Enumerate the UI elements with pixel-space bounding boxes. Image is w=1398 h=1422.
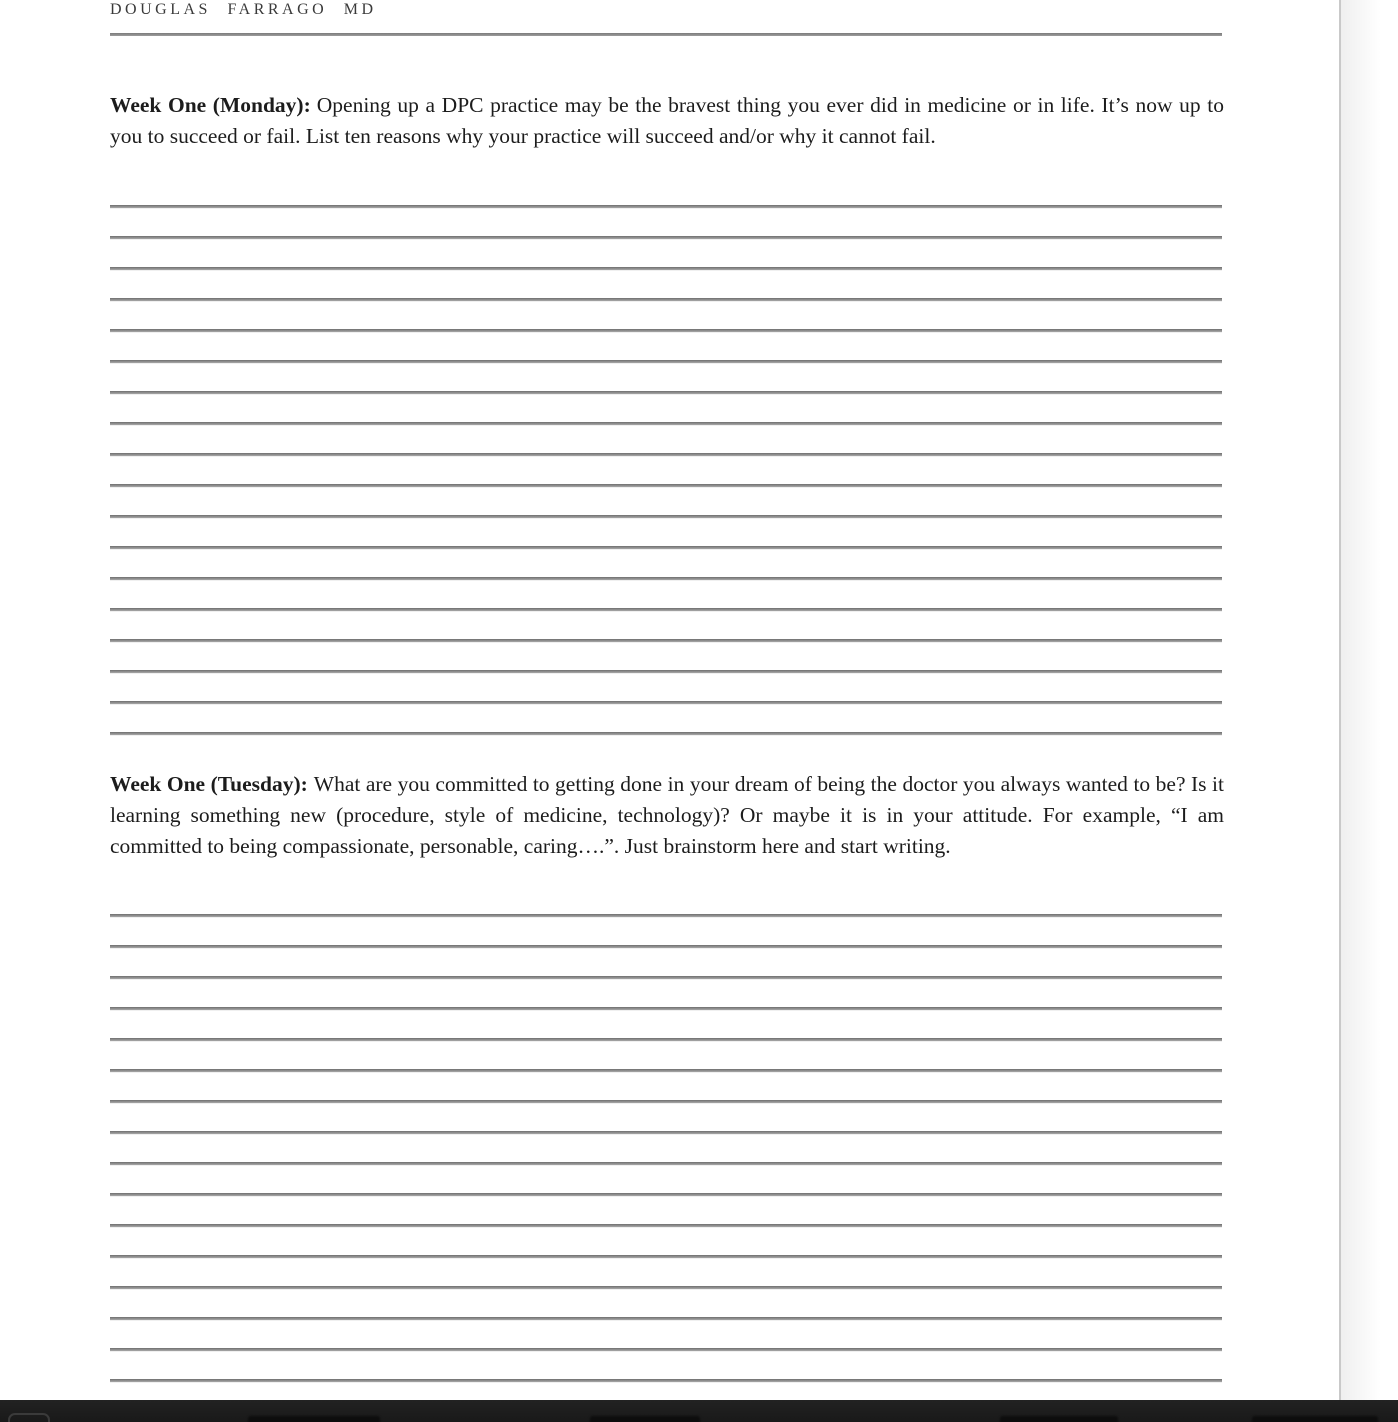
writing-line [110, 546, 1222, 549]
writing-line [110, 205, 1222, 208]
writing-line [110, 608, 1222, 611]
writing-line [110, 236, 1222, 239]
writing-line [110, 701, 1222, 704]
writing-line [110, 1255, 1222, 1258]
cutoff-text-fragment [1000, 1416, 1118, 1422]
writing-line [110, 1317, 1222, 1320]
writing-line [110, 639, 1222, 642]
writing-line [110, 484, 1222, 487]
writing-line [110, 1162, 1222, 1165]
page-gutter [1341, 0, 1398, 1400]
viewer-button-fragment[interactable] [8, 1413, 50, 1422]
writing-line [110, 1038, 1222, 1041]
writing-line [110, 453, 1222, 456]
writing-line [110, 1007, 1222, 1010]
writing-line [110, 1100, 1222, 1103]
writing-line [110, 732, 1222, 735]
writing-line [110, 1348, 1222, 1351]
writing-line [110, 1069, 1222, 1072]
writing-line [110, 391, 1222, 394]
prompt-tuesday [110, 769, 1224, 862]
cutoff-text-fragment [590, 1416, 700, 1422]
prompt-monday [110, 90, 1224, 152]
prompt-tuesday-text: What are you committed to getting done in your dream of being the doctor you always wanted to be? Is it learning something new (procedure, style of medicine, technology)? Or maybe it is in your attitude. For example, “I am committed to being compassionate, personable, caring….”. Just brainstorm here and start writing. [110, 772, 1225, 858]
answer-lines-tuesday [110, 914, 1222, 1382]
cutoff-text-fragment [248, 1416, 380, 1422]
writing-line [110, 1193, 1222, 1196]
writing-line [110, 298, 1222, 301]
writing-line [110, 1224, 1222, 1227]
writing-line [110, 1286, 1222, 1289]
running-head-author: DOUGLAS FARRAGO MD [110, 1, 377, 18]
prompt-monday-heading: Week One (Monday): [110, 93, 311, 117]
writing-line [110, 577, 1222, 580]
writing-line [110, 1131, 1222, 1134]
writing-line [110, 515, 1222, 518]
writing-line [110, 1379, 1222, 1382]
answer-lines-monday [110, 205, 1222, 735]
writing-line [110, 914, 1222, 917]
prompt-monday-text: Opening up a DPC practice may be the bravest thing you ever did in medicine or in life. It’s now up to you to succeed or fail. List ten reasons why your practice will succeed and/or why it cannot fail. [110, 93, 1224, 148]
writing-line [110, 670, 1222, 673]
cutoff-text-fragment [1252, 1416, 1378, 1422]
writing-line [110, 976, 1222, 979]
prompt-tuesday-heading: Week One (Tuesday): [110, 772, 308, 796]
writing-line [110, 945, 1222, 948]
writing-line [110, 267, 1222, 270]
writing-line [110, 422, 1222, 425]
header-rule [110, 33, 1222, 36]
writing-line [110, 360, 1222, 363]
viewer-bottom-bar [0, 1400, 1398, 1422]
writing-line [110, 329, 1222, 332]
